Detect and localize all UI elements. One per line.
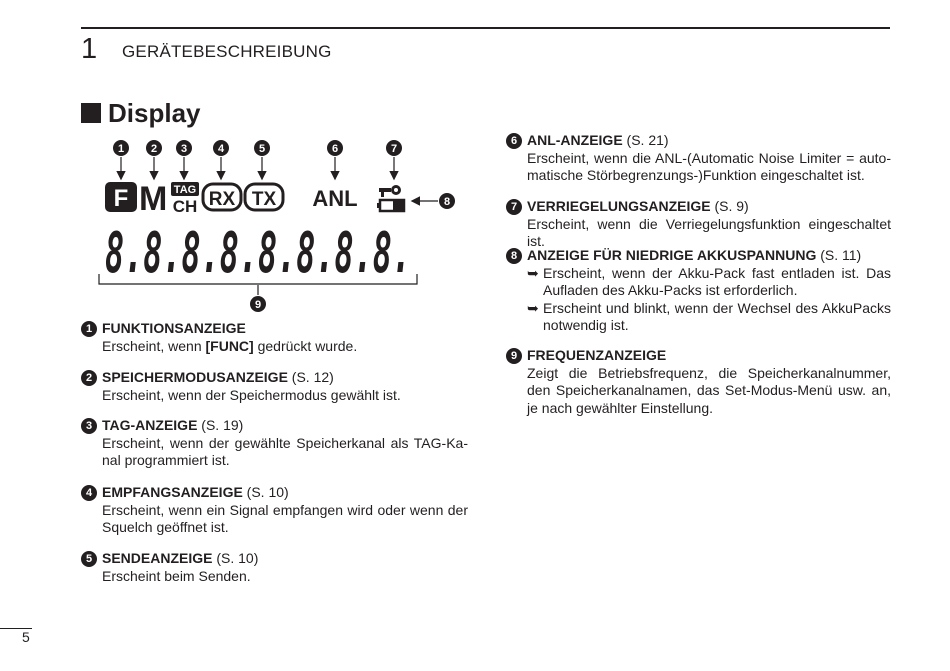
callout-8 <box>439 193 455 209</box>
battery-low-icon <box>377 200 404 211</box>
item-description: Erscheint beim Senden. <box>102 567 251 584</box>
callout-9 <box>250 296 266 312</box>
item-heading: TAG-ANZEIGE <box>102 417 198 433</box>
callout-4 <box>213 140 229 156</box>
item-heading: ANL-ANZEIGE <box>527 132 623 148</box>
item-heading: FUNKTIONSANZEIGE <box>102 320 246 336</box>
item-page-ref: (S. 10) <box>242 484 289 500</box>
item-6 <box>510 132 891 185</box>
item-description: Erscheint, wenn der Speichermodus gewählt ist. <box>102 386 401 403</box>
item-description: Erscheint, wenn der gewählte Speicherkanal als TAG-Kanal programmiert ist. <box>102 434 468 468</box>
item-3 <box>85 417 468 470</box>
frequency-digits: 8.8.8.8.8.8.8.8. <box>105 221 411 286</box>
callout-3 <box>176 140 192 156</box>
item-9 <box>510 347 891 417</box>
item-8 <box>510 247 891 335</box>
item-number-badge: 6 <box>506 133 522 149</box>
item-1 <box>85 320 468 355</box>
svg-text:1: 1 <box>117 143 125 155</box>
item-page-ref: (S. 10) <box>212 550 259 566</box>
tx-indicator <box>245 184 283 210</box>
tag-indicator <box>171 182 199 216</box>
item-number-badge: 3 <box>81 418 97 434</box>
lcd-diagram <box>95 138 465 316</box>
item-heading: FREQUENZANZEIGE <box>527 347 667 363</box>
item-page-ref: (S. 12) <box>287 369 334 385</box>
key-lock-icon <box>379 185 401 197</box>
rx-indicator <box>203 184 241 210</box>
item-page-ref: (S. 9) <box>710 198 749 214</box>
item-heading: EMPFANGSANZEIGE <box>102 484 243 500</box>
svg-text:5: 5 <box>258 143 266 155</box>
item-heading: VERRIEGELUNGSANZEIGE <box>527 198 711 214</box>
item-description: Erscheint, wenn die Verriegelungsfunktion eingeschaltet ist. <box>527 215 891 249</box>
item-bullet: ➥ Erscheint, wenn der Akku-Pack fast entladen ist. Das Aufladen des Akku-Packs ist erforderlich. <box>527 264 891 298</box>
page-number: 5 <box>22 629 30 645</box>
item-description: Erscheint, wenn die ANL-(Automatic Noise Limiter = automatische Störbegrenzungs-)Funktion eingeschaltet ist. <box>527 149 891 183</box>
func-indicator <box>105 182 137 212</box>
section-title-text: Display <box>108 98 201 128</box>
svg-text:6: 6 <box>331 143 339 155</box>
callout-2 <box>146 140 162 156</box>
item-page-ref: (S. 19) <box>197 417 244 433</box>
item-number-badge: 4 <box>81 485 97 501</box>
item-5 <box>85 550 468 585</box>
item-heading: SENDEANZEIGE <box>102 550 213 566</box>
chapter-title: GERÄTEBESCHREIBUNG <box>122 42 332 61</box>
item-number-badge: 9 <box>506 348 522 364</box>
item-number-badge: 1 <box>81 321 97 337</box>
svg-text:2: 2 <box>150 143 158 155</box>
item-number-badge: 8 <box>506 248 522 264</box>
item-heading: SPEICHERMODUSANZEIGE <box>102 369 288 385</box>
svg-text:8: 8 <box>443 196 451 208</box>
header-rule <box>81 27 890 29</box>
item-number-badge: 7 <box>506 199 522 215</box>
arrow-bullet-icon: ➥ <box>527 299 539 316</box>
callout-6 <box>327 140 343 156</box>
item-7 <box>510 198 891 251</box>
svg-text:TX: TX <box>251 189 277 210</box>
item-bullet: ➥ Erscheint und blinkt, wenn der Wechsel des AkkuPacks notwendig ist. <box>527 299 891 333</box>
svg-text:9: 9 <box>254 299 262 311</box>
svg-text:TAG: TAG <box>173 184 197 196</box>
arrow-bullet-icon: ➥ <box>527 264 539 281</box>
chapter-number: 1 <box>81 33 98 65</box>
svg-text:3: 3 <box>180 143 188 155</box>
item-4 <box>85 484 468 537</box>
anl-indicator: ANL <box>312 186 358 211</box>
callout-1 <box>113 140 129 156</box>
item-description: Zeigt die Betriebsfrequenz, die Speicherkanalnummer, den Speicherkanalnamen, das Set-Modus-Menü usw. an, je nach gewählter Einstellung. <box>527 364 891 416</box>
item-2 <box>85 369 468 404</box>
svg-text:7: 7 <box>390 143 398 155</box>
square-bullet-icon <box>81 103 101 123</box>
item-page-ref: (S. 11) <box>816 247 862 263</box>
section-title <box>81 97 201 129</box>
item-page-ref: (S. 21) <box>622 132 669 148</box>
svg-text:4: 4 <box>217 143 225 155</box>
item-description: Erscheint, wenn ein Signal empfangen wird oder wenn der Squelch geöffnet ist. <box>102 501 468 535</box>
memory-indicator: M <box>139 180 168 218</box>
item-description: Erscheint, wenn [FUNC] gedrückt wurde. <box>102 337 358 354</box>
item-number-badge: 2 <box>81 370 97 386</box>
item-heading: ANZEIGE FÜR NIEDRIGE AKKUSPANNUNG <box>527 247 817 263</box>
svg-text:CH: CH <box>172 197 198 216</box>
svg-text:RX: RX <box>208 189 236 210</box>
callout-7 <box>386 140 402 156</box>
item-number-badge: 5 <box>81 551 97 567</box>
svg-text:F: F <box>113 185 129 212</box>
callout-5 <box>254 140 270 156</box>
